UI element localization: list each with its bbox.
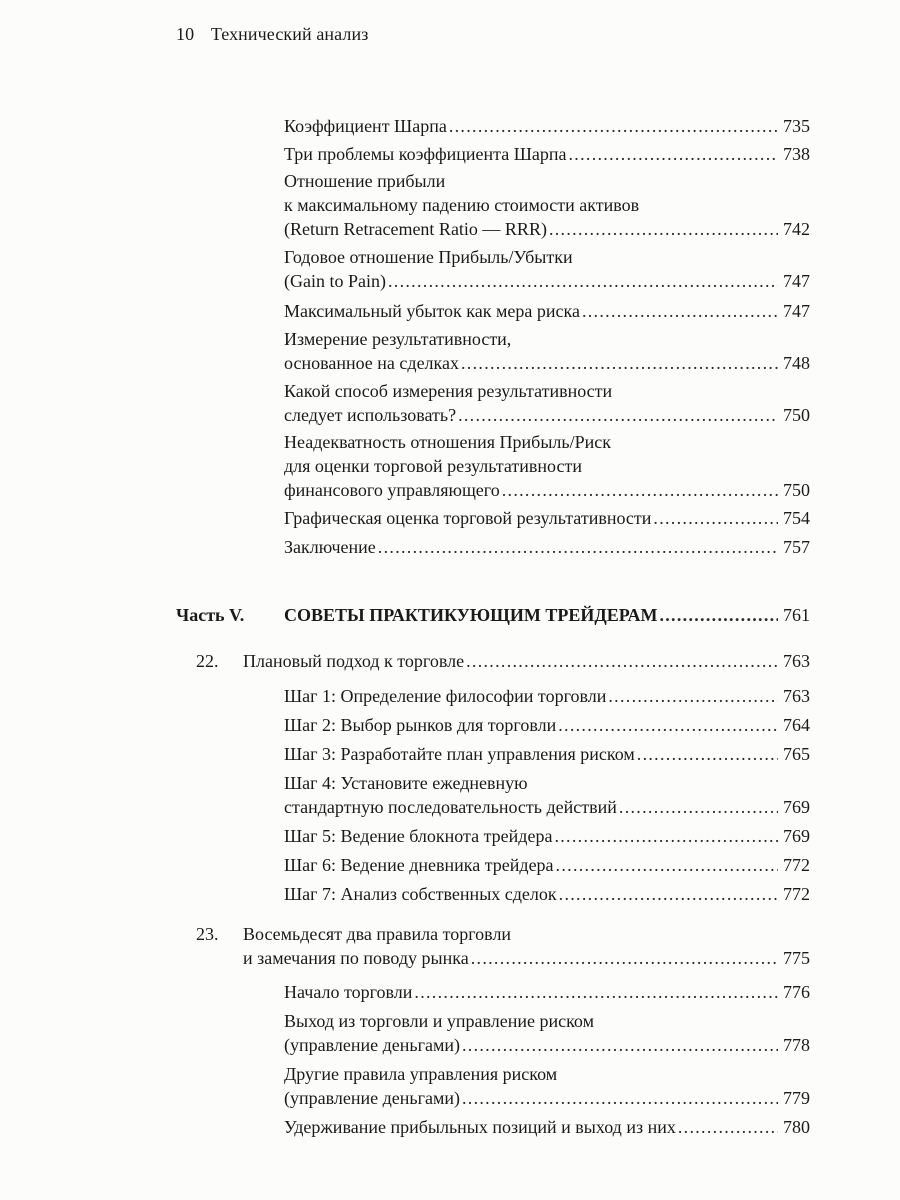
toc-page-number: 754 xyxy=(783,508,810,528)
toc-chapter-entry xyxy=(196,922,810,970)
toc-page-number: 750 xyxy=(783,405,810,425)
dot-leader xyxy=(458,403,778,427)
toc-entry-title-line: Шаг 4: Установите ежедневную xyxy=(284,773,528,793)
chapter-title: Плановый подход к торговле xyxy=(243,651,465,671)
toc-entry-title: Максимальный убыток как мера риска xyxy=(284,301,580,321)
toc-entry-title: Графическая оценка торговой результативности xyxy=(284,508,652,528)
toc-entry xyxy=(284,142,810,166)
dot-leader xyxy=(559,882,778,906)
toc-page-number: 780 xyxy=(783,1117,810,1137)
toc-entry-title-line: Выход из торговли и управление риском xyxy=(284,1011,594,1031)
toc-entry xyxy=(284,853,810,877)
toc-page-number: 765 xyxy=(783,744,810,764)
toc-entry-title: Шаг 2: Выбор рынков для торговли xyxy=(284,715,557,735)
dot-leader xyxy=(388,269,778,293)
toc-entry-title-line: Какой способ измерения результативности xyxy=(284,381,613,401)
chapter-title-line: и замечания по поводу рынка xyxy=(243,948,469,968)
toc-page-number: 747 xyxy=(783,271,810,291)
dot-leader xyxy=(582,299,778,323)
toc-page-number: 748 xyxy=(783,353,810,373)
toc-page-number: 742 xyxy=(783,219,810,239)
toc-entry-title-line: Измерение результативности, xyxy=(284,329,512,349)
running-header xyxy=(176,24,368,45)
toc-entry xyxy=(284,684,810,708)
toc-entry xyxy=(284,535,810,559)
dot-leader xyxy=(653,506,778,530)
dot-leader xyxy=(449,114,778,138)
toc-page-number: 747 xyxy=(783,301,810,321)
dot-leader xyxy=(549,217,778,241)
toc-entry-title-line: стандартную последовательность действий xyxy=(284,797,617,817)
toc-entry-title: Коэффициент Шарпа xyxy=(284,116,447,136)
toc-entry-title: Шаг 1: Определение философии торговли xyxy=(284,686,607,706)
toc-entry-title: Шаг 6: Ведение дневника трейдера xyxy=(284,855,554,875)
toc-page-number: 779 xyxy=(783,1088,810,1108)
dot-leader xyxy=(466,649,778,673)
toc-page-number: 764 xyxy=(783,715,810,735)
toc-entry xyxy=(284,245,810,293)
toc-page-number: 769 xyxy=(783,797,810,817)
toc-entry-title-line: Отношение прибыли xyxy=(284,171,446,191)
toc-page-number: 750 xyxy=(783,480,810,500)
toc-entry-title: Шаг 5: Ведение блокнота трейдера xyxy=(284,826,553,846)
table-of-contents xyxy=(0,114,900,1139)
dot-leader xyxy=(678,1115,778,1139)
dot-leader xyxy=(608,684,778,708)
toc-entry-title: Шаг 7: Анализ собственных сделок xyxy=(284,884,557,904)
dot-leader xyxy=(461,351,778,375)
dot-leader xyxy=(558,713,778,737)
toc-entry xyxy=(284,299,810,323)
toc-entry xyxy=(284,379,810,427)
book-title: Технический анализ xyxy=(210,24,369,44)
dot-leader xyxy=(619,795,778,819)
toc-entry xyxy=(284,1009,810,1057)
dot-leader xyxy=(502,478,778,502)
dot-leader xyxy=(471,946,778,970)
chapter-number: 22. xyxy=(196,651,219,671)
toc-entry-title-line: (управление деньгами) xyxy=(284,1088,460,1108)
dot-leader xyxy=(569,142,779,166)
chapter-title-line: Восемьдесят два правила торговли xyxy=(243,924,512,944)
toc-entry xyxy=(284,771,810,819)
page-number: 10 xyxy=(176,24,195,44)
toc-entry-title: Три проблемы коэффициента Шарпа xyxy=(284,144,567,164)
toc-entry xyxy=(284,114,810,138)
toc-entry xyxy=(284,1115,810,1139)
toc-entry xyxy=(284,1062,810,1110)
part-title: СОВЕТЫ ПРАКТИКУЮЩИМ ТРЕЙДЕРАМ xyxy=(284,605,658,625)
dot-leader xyxy=(414,980,778,1004)
toc-page-number: 761 xyxy=(783,605,810,625)
chapter-number: 23. xyxy=(196,924,219,944)
toc-page-number: 769 xyxy=(783,826,810,846)
toc-entry-title-line: для оценки торговой результативности xyxy=(284,456,582,476)
toc-entry-title-line: следует использовать? xyxy=(284,405,457,425)
toc-entry-title: Начало торговли xyxy=(284,982,413,1002)
toc-entry-title-line: основанное на сделках xyxy=(284,353,459,373)
toc-entry-title-line: (Return Retracement Ratio — RRR) xyxy=(284,219,547,239)
toc-entry-title-line: Годовое отношение Прибыль/Убытки xyxy=(284,247,573,267)
toc-page-number: 763 xyxy=(783,686,810,706)
toc-page-number: 763 xyxy=(783,651,810,671)
toc-part-entry xyxy=(176,603,810,627)
toc-page-number: 776 xyxy=(783,982,810,1002)
toc-page-number: 775 xyxy=(783,948,810,968)
toc-entry xyxy=(284,882,810,906)
toc-entry xyxy=(284,327,810,375)
toc-page-number: 735 xyxy=(783,116,810,136)
toc-entry-title-line: (управление деньгами) xyxy=(284,1035,460,1055)
toc-entry-title: Шаг 3: Разработайте план управления риском xyxy=(284,744,635,764)
toc-entry-title-line: финансового управляющего xyxy=(284,480,500,500)
dot-leader xyxy=(462,1086,778,1110)
toc-page-number: 757 xyxy=(783,537,810,557)
toc-page-number: 738 xyxy=(783,144,810,164)
dot-leader xyxy=(462,1033,778,1057)
toc-entry xyxy=(284,980,810,1004)
toc-page-number: 772 xyxy=(783,855,810,875)
part-label: Часть V. xyxy=(176,605,245,625)
toc-entry xyxy=(284,742,810,766)
toc-entry xyxy=(284,713,810,737)
toc-entry xyxy=(284,169,810,241)
dot-leader xyxy=(556,853,778,877)
dot-leader xyxy=(554,824,778,848)
toc-entry-title: Удерживание прибыльных позиций и выход из них xyxy=(284,1117,676,1137)
toc-page-number: 778 xyxy=(783,1035,810,1055)
toc-entry xyxy=(284,430,810,502)
toc-entry xyxy=(284,824,810,848)
toc-entry-title-line: Другие правила управления риском xyxy=(284,1064,558,1084)
dot-leader xyxy=(659,603,778,627)
dot-leader xyxy=(378,535,778,559)
toc-entry-title-line: (Gain to Pain) xyxy=(284,271,386,291)
toc-entry-title-line: Неадекватность отношения Прибыль/Риск xyxy=(284,432,611,452)
toc-entry-title: Заключение xyxy=(284,537,376,557)
toc-entry xyxy=(284,506,810,530)
dot-leader xyxy=(637,742,778,766)
toc-entry-title-line: к максимальному падению стоимости активов xyxy=(284,195,640,215)
toc-page-number: 772 xyxy=(783,884,810,904)
toc-chapter-entry xyxy=(196,649,810,673)
